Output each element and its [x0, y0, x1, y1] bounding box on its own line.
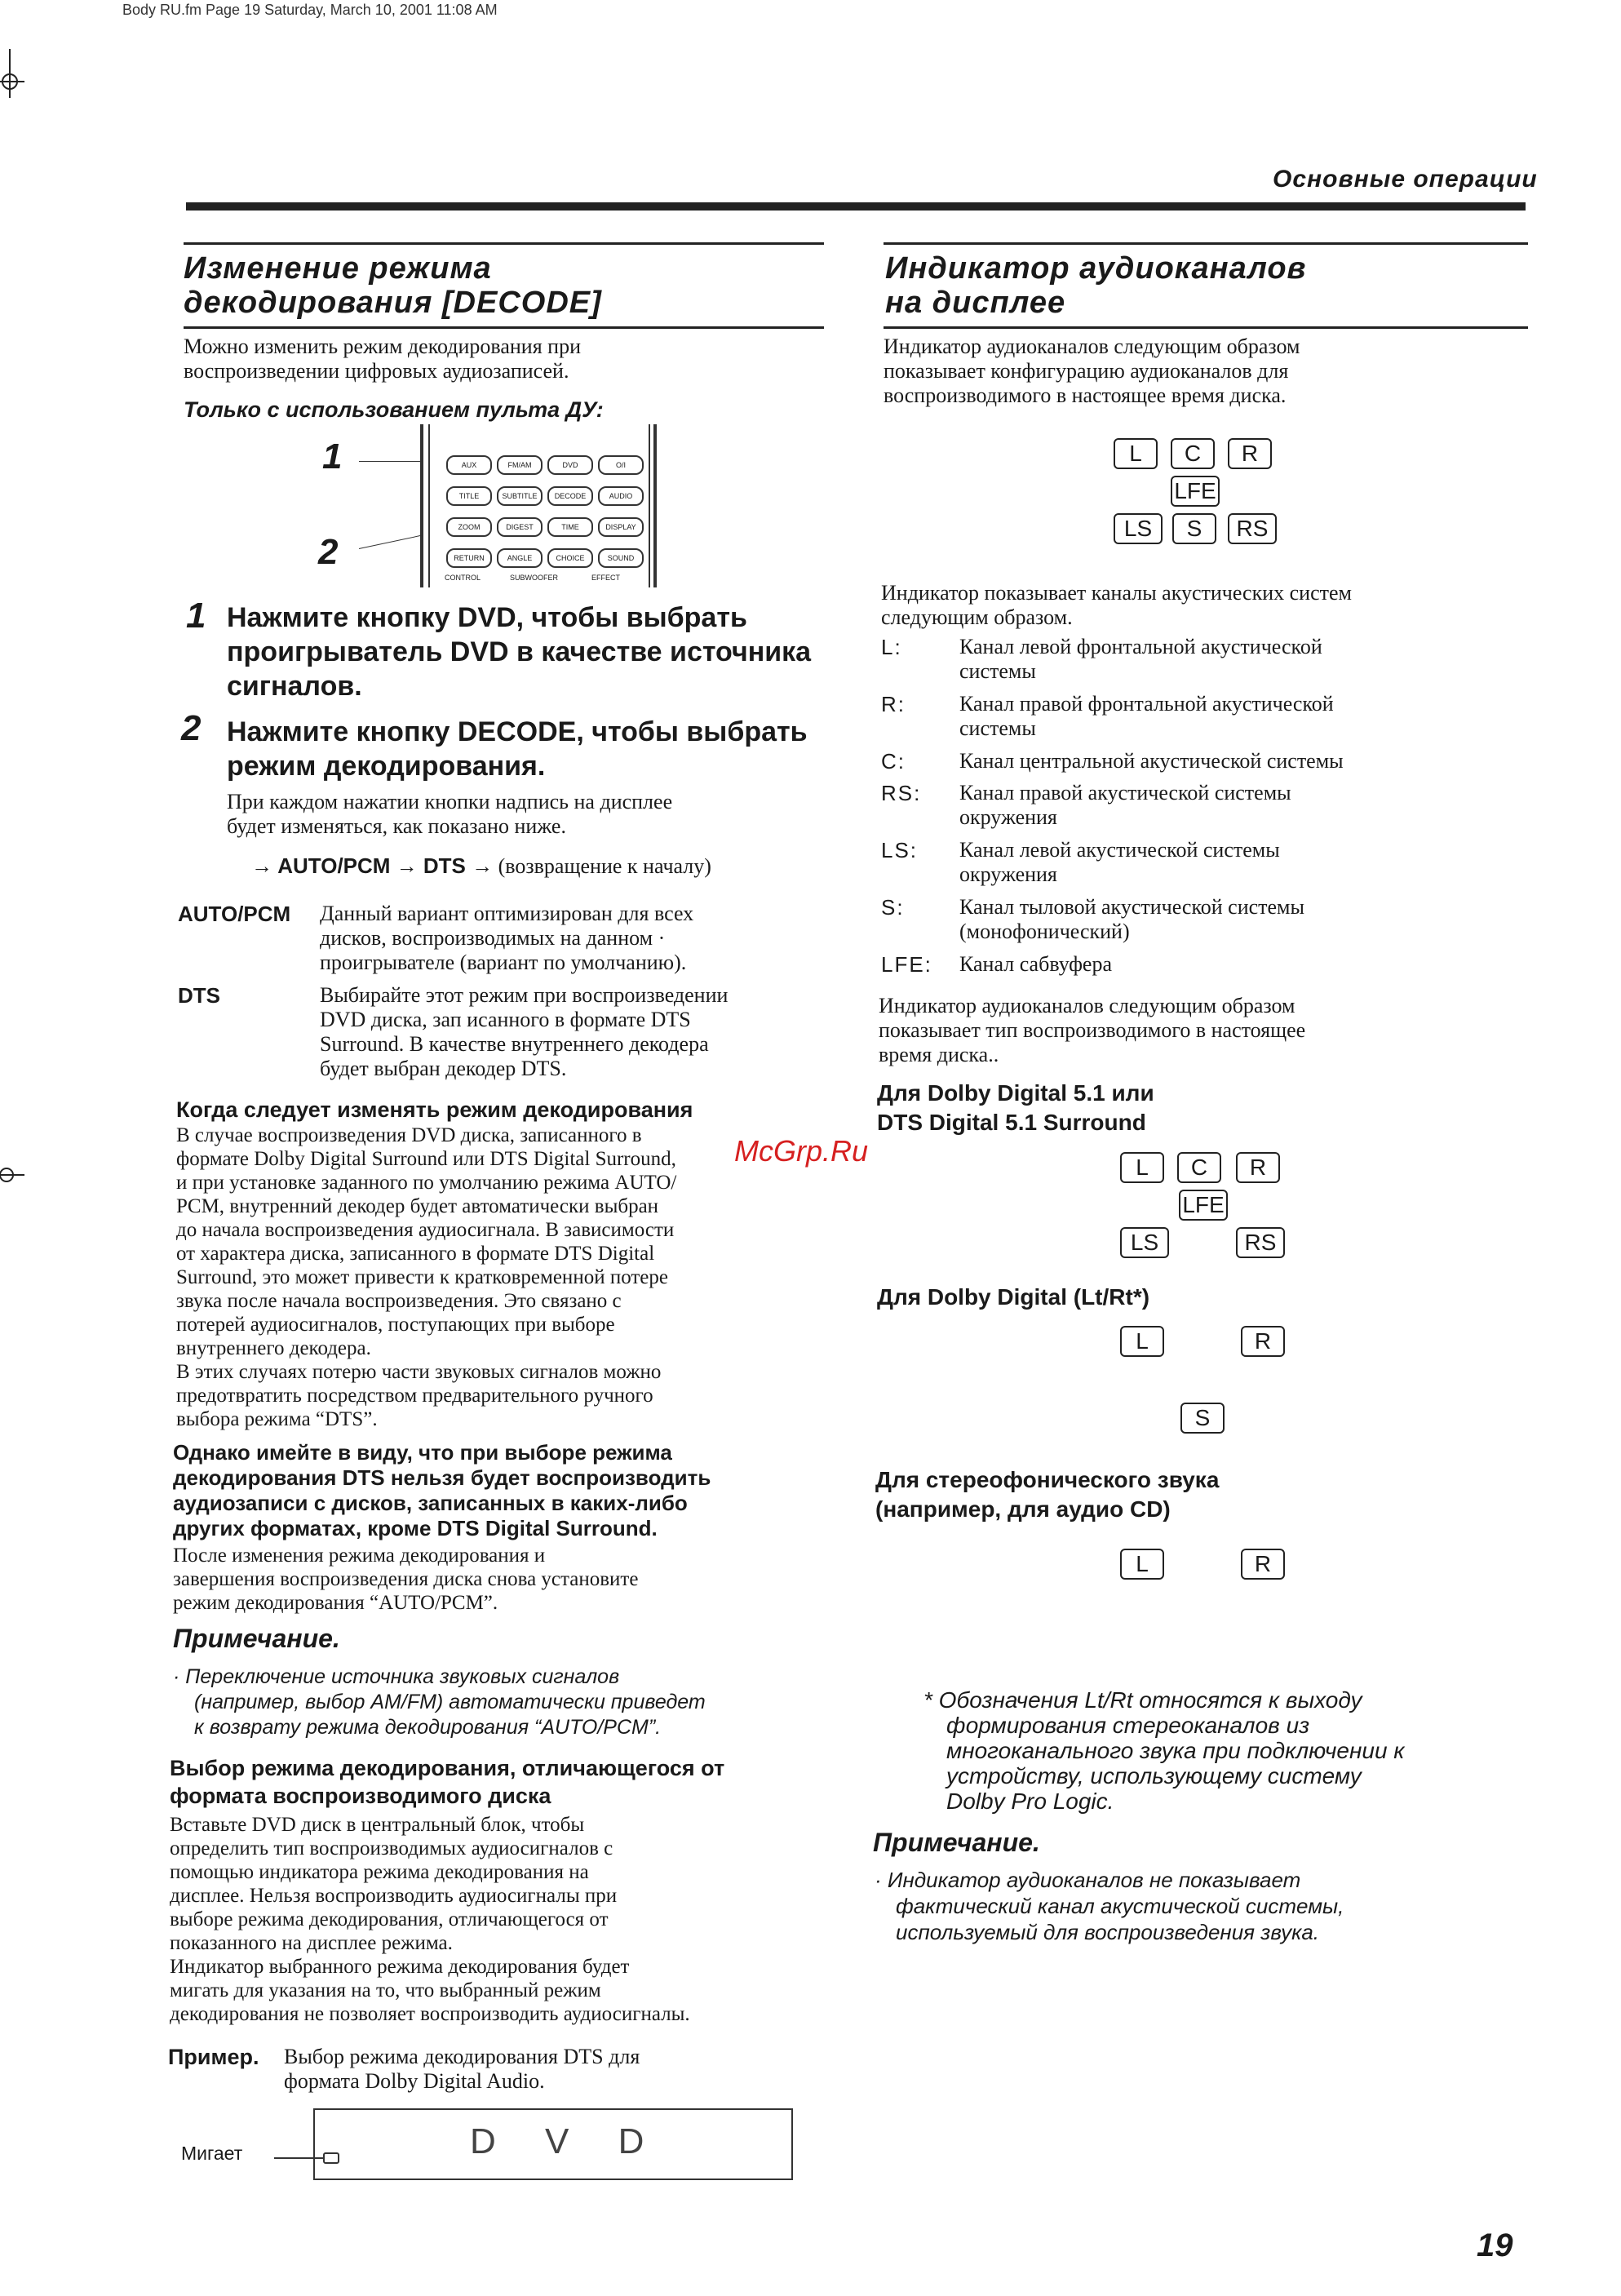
- left-note-title: Примечание.: [173, 1624, 340, 1653]
- channel-def-key: RS:: [881, 781, 922, 805]
- def-auto-text: Данный вариант оптимизирован для всех дисков, воспроизводимых на данном · проигрывателе (вариант по умолчанию).: [320, 902, 694, 974]
- right-title-line1: Индикатор аудиоканалов: [885, 251, 1307, 286]
- remote-label-effect: EFFECT: [591, 574, 620, 582]
- left-title-line2: декодирования [DECODE]: [184, 286, 602, 320]
- remote-button-fm-am: FM/AM: [497, 455, 543, 475]
- remote-callout-1: 1: [322, 437, 343, 476]
- blink-indicator-icon: [323, 2152, 339, 2164]
- select-title: Выбор режима декодирования, отличающегося от формата воспроизводимого диска: [170, 1756, 725, 1808]
- display-panel: [313, 2108, 793, 2180]
- when-title: Когда следует изменять режим декодирования: [176, 1097, 693, 1122]
- example-text: Выбор режима декодирования DTS для формата Dolby Digital Audio.: [284, 2045, 640, 2093]
- case3-title: Для стереофонического звука (например, для аудио CD): [875, 1467, 1220, 1522]
- channel-box-ls: LS: [1120, 1227, 1169, 1258]
- registration-mark-icon: [0, 49, 24, 98]
- channel-def-text: Канал тыловой акустической системы (монофонический): [959, 895, 1304, 943]
- page-number: 19: [1477, 2227, 1513, 2263]
- channel-def-text: Канал центральной акустической системы: [959, 749, 1344, 773]
- type-text: Индикатор аудиоканалов следующим образом показывает тип воспроизводимого в настоящее время диска..: [879, 994, 1306, 1066]
- right-note-body: · Индикатор аудиоканалов не показывает фактический канал акустической системы, используемый для воспроизведения звука.: [875, 1868, 1344, 1944]
- channel-box-r: R: [1228, 438, 1272, 469]
- remote-button-return: RETURN: [446, 548, 492, 568]
- def-dts-label: DTS: [178, 983, 220, 1008]
- step2-text: Нажмите кнопку DECODE, чтобы выбрать режим декодирования.: [227, 716, 808, 782]
- channel-box-l: L: [1120, 1549, 1164, 1580]
- channel-box-r: R: [1241, 1326, 1285, 1357]
- remote-button-display: DISPLAY: [598, 517, 644, 537]
- channel-def-text: Канал левой акустической системы окружения: [959, 838, 1280, 886]
- channel-box-rs: RS: [1228, 513, 1277, 544]
- display-text: D V D: [470, 2121, 664, 2161]
- select-body: Вставьте DVD диск в центральный блок, чтобы определить тип воспроизводимых аудиосигналов с помощью индикатора режима декодирования на дисплее. Нельзя воспроизводить аудиосигналы при выборе режима декодирования, отличающегося от показанного на дисплее режима. Индикатор выбранного режима декодирования будет мигать для указания на то, что выбранный режим декодирования не позволяет воспроизводить аудиосигналы.: [170, 1814, 690, 2025]
- channel-def-key: LS:: [881, 838, 919, 862]
- channel-def-text: Канал правой фронтальной акустической системы: [959, 692, 1334, 740]
- remote-button-o-i: O/I: [598, 455, 644, 475]
- channel-def-text: Канал левой фронтальной акустической системы: [959, 635, 1322, 683]
- blink-callout-line: [274, 2157, 323, 2159]
- mode-sequence: → AUTO/PCM → DTS → (возвращение к началу): [251, 853, 711, 878]
- remote-control-illustration: [420, 424, 657, 587]
- remote-only-label: Только с использованием пульта ДУ:: [184, 397, 604, 422]
- after-body: После изменения режима декодирования и завершения воспроизведения диска снова установите режим декодирования “AUTO/PCM”.: [173, 1545, 639, 1614]
- remote-label-control: CONTROL: [445, 574, 481, 582]
- remote-button-angle: ANGLE: [497, 548, 543, 568]
- remote-button-zoom: ZOOM: [446, 517, 492, 537]
- remote-button-decode: DECODE: [547, 486, 593, 506]
- blink-label: Мигает: [181, 2143, 243, 2164]
- remote-callout-2: 2: [318, 532, 339, 572]
- remote-button-sound: SOUND: [598, 548, 644, 568]
- channel-box-r: R: [1236, 1152, 1280, 1183]
- channel-diagram-full: [1114, 438, 1277, 552]
- channel-def-key: S:: [881, 895, 905, 920]
- left-note-body: · Переключение источника звуковых сигналов (например, выбор AM/FM) автоматически приведет к возврату режима декодирования “AUTO/PCM”.: [173, 1665, 706, 1739]
- when-body: В случае воспроизведения DVD диска, записанного в формате Dolby Digital Surround или DTS Digital Surround, и при установке заданного по умолчанию режима AUTO/ PCM, внутренний декодер будет автоматически выбран до начала воспроизведения аудиосигнала. В зависимости от характера диска, записанного в формате DTS Digital Surround, это может привести к кратковременной потере звука после начала воспроизведения. Это связано с потерей аудиосигналов, поступающих при выборе внутреннего декодера. В этих случаях потерю части звуковых сигналов можно предотвратить посредством предварительного ручного выбора режима “DTS”.: [176, 1124, 677, 1430]
- callout-line-1: [359, 461, 423, 462]
- shows-text: Индикатор показывает каналы акустических систем следующим образом.: [881, 581, 1352, 629]
- step1-number: 1: [186, 596, 206, 636]
- channel-diagram-ltrt: [1120, 1326, 1291, 1440]
- example-label: Пример.: [168, 2045, 259, 2069]
- channel-def-key: C:: [881, 749, 906, 773]
- remote-label-subwoofer: SUBWOOFER: [510, 574, 559, 582]
- channel-def-key: LFE:: [881, 952, 932, 977]
- warning-body: Однако имейте в виду, что при выборе режима декодирования DTS нельзя будет воспроизводить аудиозаписи с дисков, записанных в каких-либо других форматах, кроме DTS Digital Surround.: [173, 1440, 711, 1540]
- channel-box-l: L: [1114, 438, 1158, 469]
- def-auto-label: AUTO/PCM: [178, 902, 291, 926]
- remote-button-aux: AUX: [446, 455, 492, 475]
- right-note-title: Примечание.: [873, 1828, 1040, 1857]
- channel-box-s: S: [1180, 1403, 1225, 1434]
- channel-box-s: S: [1172, 513, 1216, 544]
- case2-title: Для Dolby Digital (Lt/Rt*): [877, 1284, 1150, 1310]
- right-title-line2: на дисплее: [885, 286, 1066, 320]
- step2-number: 2: [181, 708, 202, 748]
- channel-box-c: C: [1177, 1152, 1221, 1183]
- channel-def-text: Канал правой акустической системы окружения: [959, 781, 1291, 829]
- case1-title: Для Dolby Digital 5.1 или DTS Digital 5.1 Surround: [877, 1080, 1154, 1135]
- watermark: McGrp.Ru: [734, 1134, 869, 1168]
- channel-box-l: L: [1120, 1326, 1164, 1357]
- channel-box-lfe: LFE: [1171, 476, 1220, 507]
- remote-button-audio: AUDIO: [598, 486, 644, 506]
- channel-def-key: R:: [881, 692, 906, 716]
- channel-box-rs: RS: [1236, 1227, 1285, 1258]
- remote-button-subtitle: SUBTITLE: [497, 486, 543, 506]
- right-title-rule-top: [884, 242, 1528, 245]
- remote-button-title: TITLE: [446, 486, 492, 506]
- footnote: * Обозначения Lt/Rt относятся к выходу формирования стереоканалов из многоканального звука при подключении к устройству, использующему систему Dolby Pro Logic.: [923, 1687, 1405, 1814]
- channel-box-ls: LS: [1114, 513, 1163, 544]
- channel-box-c: C: [1171, 438, 1215, 469]
- step1-text: Нажмите кнопку DVD, чтобы выбрать проигрыватель DVD в качестве источника сигналов.: [227, 602, 812, 702]
- title-rule-bottom: [184, 326, 824, 329]
- remote-button-time: TIME: [547, 517, 593, 537]
- remote-button-choice: CHOICE: [547, 548, 593, 568]
- channel-def-text: Канал сабвуфера: [959, 952, 1112, 976]
- left-title-line1: Изменение режима: [184, 251, 492, 286]
- channel-diagram-stereo: [1120, 1549, 1291, 1589]
- registration-mark-icon: [0, 1159, 24, 1191]
- channel-def-key: L:: [881, 635, 902, 659]
- remote-button-dvd: DVD: [547, 455, 593, 475]
- def-dts-text: Выбирайте этот режим при воспроизведении DVD диска, зап исанного в формате DTS Surround. В качестве внутреннего декодера будет выбран декодер DTS.: [320, 983, 729, 1080]
- right-intro: Индикатор аудиоканалов следующим образом показывает конфигурацию аудиоканалов для воспроизводимого в настоящее время диска.: [884, 335, 1300, 407]
- right-title-rule-bottom: [884, 326, 1528, 329]
- header-rule: [186, 202, 1526, 211]
- section-title: Основные операции: [1273, 166, 1538, 193]
- step2-sub: При каждом нажатии кнопки надпись на дисплее будет изменяться, как показано ниже.: [227, 790, 673, 838]
- channel-box-r: R: [1241, 1549, 1285, 1580]
- left-intro: Можно изменить режим декодирования при воспроизведении цифровых аудиозаписей.: [184, 335, 581, 383]
- file-info: Body RU.fm Page 19 Saturday, March 10, 2001 11:08 AM: [122, 2, 498, 18]
- channel-box-lfe: LFE: [1179, 1190, 1228, 1221]
- callout-line-2: [359, 535, 422, 549]
- remote-button-digest: DIGEST: [497, 517, 543, 537]
- channel-box-l: L: [1120, 1152, 1164, 1183]
- title-rule-top: [184, 242, 824, 245]
- channel-diagram-51: [1120, 1152, 1291, 1266]
